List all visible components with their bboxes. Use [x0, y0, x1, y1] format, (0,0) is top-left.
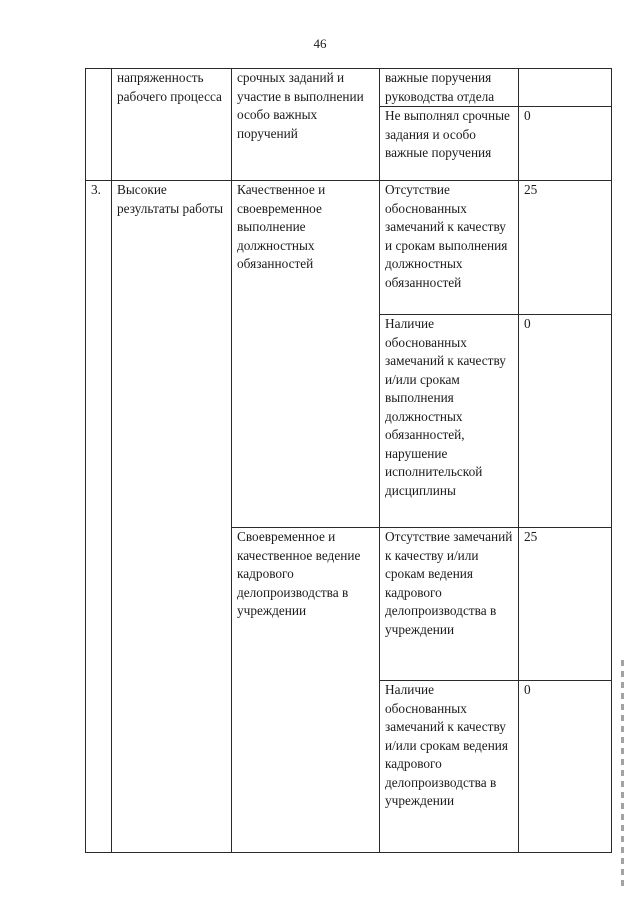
page-number: 46 [313, 36, 327, 51]
criteria-table [85, 68, 612, 853]
condition-cell [380, 181, 519, 315]
condition-text: Наличие обоснованных замечаний к качеству и/или срокам ведения кадрового делопроизводства в учреждении [385, 682, 509, 808]
indicator-cell [232, 181, 380, 528]
condition-cell [380, 315, 519, 528]
points-cell [519, 315, 612, 528]
scan-edge-mark [621, 660, 624, 890]
points-cell [519, 681, 612, 853]
points-value: 25 [524, 529, 538, 544]
table-row [86, 69, 612, 107]
condition-text: Наличие обоснованных замечаний к качеству и/или срокам выполнения должностных обязанностей, нарушение исполнительской дисциплины [385, 316, 506, 498]
table-row [86, 181, 612, 315]
points-cell [519, 181, 612, 315]
points-cell [519, 69, 612, 107]
row-number: 3. [91, 182, 101, 197]
condition-text: Отсутствие замечаний к качеству и/или срокам ведения кадрового делопроизводства в учреждении [385, 529, 513, 637]
points-value: 25 [524, 182, 538, 197]
indicator-text: срочных заданий и участие в выполнении особо важных поручений [237, 70, 364, 141]
condition-cell [380, 107, 519, 181]
condition-text: важные поручения руководства отдела [385, 70, 495, 104]
criterion-text: Высокие результаты работы [117, 182, 224, 216]
condition-cell [380, 681, 519, 853]
points-cell [519, 528, 612, 681]
row-number-cell [86, 181, 112, 853]
criterion-cell [112, 181, 232, 853]
indicator-text: Своевременное и качественное ведение кадрового делопроизводства в учреждении [237, 529, 361, 618]
indicator-text: Качественное и своевременное выполнение должностных обязанностей [237, 182, 326, 271]
criterion-cell [112, 69, 232, 181]
points-value: 0 [524, 316, 531, 331]
points-cell [519, 107, 612, 181]
row-number-cell [86, 69, 112, 181]
condition-cell [380, 528, 519, 681]
condition-text: Отсутствие обоснованных замечаний к качеству и срокам выполнения должностных обязанностей [385, 182, 508, 290]
points-value: 0 [524, 108, 531, 123]
indicator-cell [232, 69, 380, 181]
condition-cell [380, 69, 519, 107]
indicator-cell [232, 528, 380, 853]
points-value: 0 [524, 682, 531, 697]
condition-text: Не выполнял срочные задания и особо важные поручения [385, 108, 510, 160]
criterion-text: напряженность рабочего процесса [117, 70, 222, 104]
